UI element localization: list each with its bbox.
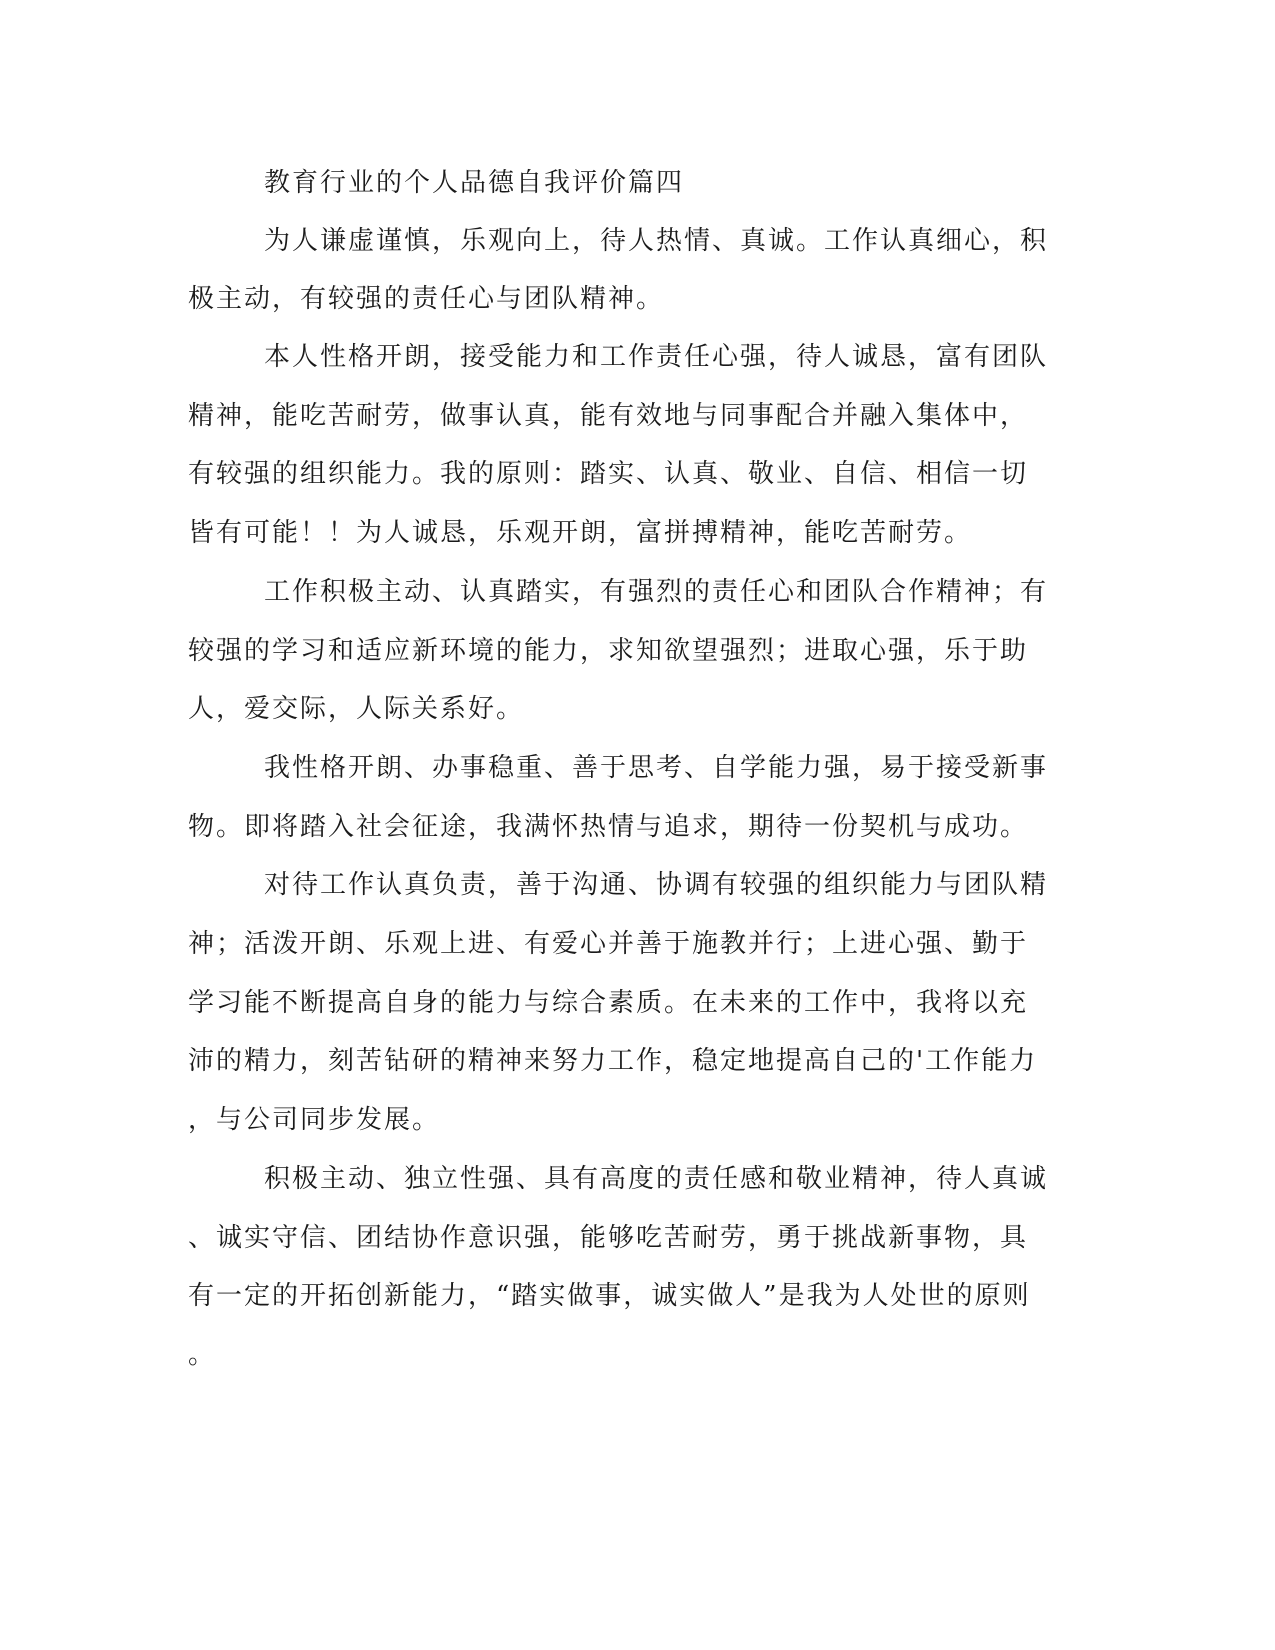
paragraph-line: 我性格开朗、办事稳重、善于思考、自学能力强，易于接受新事 xyxy=(264,753,1049,783)
paragraph-line: 有一定的开拓创新能力，“踏实做事，诚实做人”是我为人处世的原则 xyxy=(188,1281,1031,1311)
paragraph-line: 有较强的组织能力。我的原则：踏实、认真、敬业、自信、相信一切 xyxy=(188,459,1029,489)
document-title: 教育行业的个人品德自我评价篇四 xyxy=(264,168,685,198)
paragraph-line: 极主动，有较强的责任心与团队精神。 xyxy=(188,284,665,314)
paragraph-line: 。 xyxy=(188,1340,217,1370)
paragraph-line: 学习能不断提高自身的能力与综合素质。在未来的工作中，我将以充 xyxy=(188,988,1029,1018)
paragraph-line: 神；活泼开朗、乐观上进、有爱心并善于施教并行；上进心强、勤于 xyxy=(188,929,1029,959)
paragraph-line: 物。即将踏入社会征途，我满怀热情与追求，期待一份契机与成功。 xyxy=(188,812,1029,842)
paragraph-line: 、诚实守信、团结协作意识强，能够吃苦耐劳，勇于挑战新事物，具 xyxy=(188,1223,1029,1253)
paragraph-line: 人，爱交际，人际关系好。 xyxy=(188,694,525,724)
paragraph-line: ，与公司同步发展。 xyxy=(188,1105,441,1135)
paragraph-line: 工作积极主动、认真踏实，有强烈的责任心和团队合作精神；有 xyxy=(264,577,1049,607)
paragraph-line: 精神，能吃苦耐劳，做事认真，能有效地与同事配合并融入集体中， xyxy=(188,401,1029,431)
paragraph-line: 积极主动、独立性强、具有高度的责任感和敬业精神，待人真诚 xyxy=(264,1164,1049,1194)
paragraph-line: 较强的学习和适应新环境的能力，求知欲望强烈；进取心强，乐于助 xyxy=(188,636,1029,666)
paragraph-line: 本人性格开朗，接受能力和工作责任心强，待人诚恳，富有团队 xyxy=(264,342,1049,372)
paragraph-line: 为人谦虚谨慎，乐观向上，待人热情、真诚。工作认真细心，积 xyxy=(264,226,1049,256)
paragraph-line: 对待工作认真负责，善于沟通、协调有较强的组织能力与团队精 xyxy=(264,870,1049,900)
paragraph-line: 沛的精力，刻苦钻研的精神来努力工作，稳定地提高自己的'工作能力 xyxy=(188,1046,1038,1076)
paragraph-line: 皆有可能！！为人诚恳，乐观开朗，富拼搏精神，能吃苦耐劳。 xyxy=(188,518,973,548)
